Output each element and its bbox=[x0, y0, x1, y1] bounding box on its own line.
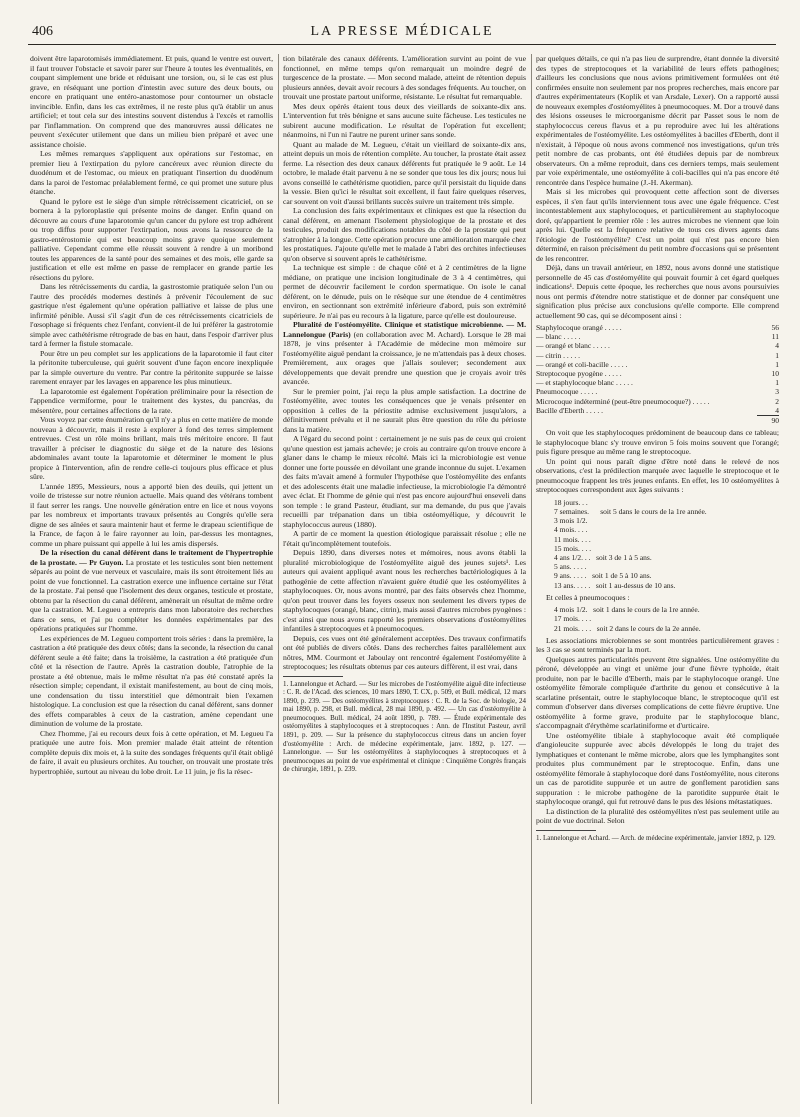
table-row-label: Microcoque indéterminé (peut-être pneumocoque?) . . . . . bbox=[536, 396, 710, 406]
statistics-table bbox=[536, 323, 779, 425]
paragraph: Les expériences de M. Legueu comportent trois séries : dans la première, la castration a été pratiquée des deux côtés; dans la seconde, la résection du canal déférent seule a été faite; dans la troisième, la castration a été pratiquée d'un côté et la résection de l'autre. Après la castration double, l'atrophie de la prostate a été obtenue, mais le même résultat n'a pas été constaté après la résection simple; cependant, il existait manifestement, au bout de cinq mois, une condensation du tissu interstitiel que démontrait bien l'examen histologique. La conclusion est que la résection du canal déférent, sans donner des effets comparables à ceux de la castration, amène cependant une diminution de volume de la prostate. bbox=[30, 633, 273, 728]
age-line: 15 mois. . . . bbox=[554, 543, 592, 553]
table-row-value: 3 bbox=[775, 387, 779, 397]
paragraph: La technique est simple : de chaque côté et à 2 centimètres de la ligne médiane, on pratique une incision longitudinale de 3 à 4 centimètres, qui permet de découvrir facilement le cordon spermatique. On isole le canal déférent, on le dénude, puis on le résèque sur une étendue de 4 centimètres environ, en sectionnant son extrémité inférieure d'abord, puis son extrémité supérieure. Je n'ai pas eu recours à la ligature, parce qu'elle est douloureuse. bbox=[283, 263, 526, 320]
table-row bbox=[536, 323, 779, 332]
table-row bbox=[536, 341, 779, 350]
column-2 bbox=[283, 54, 526, 1112]
paragraph: Vous voyez par cette énumération qu'il n'y a plus en cette matière de monde nouveau à découvrir, mais il reste à explorer à fond des terres simplement entrevues. C'est un rôle moins brillant, mais très méritoire encore. Il faut travailler à préciser le diagnostic du siège et de la nature des lésions abdominales avant toute la laparotomie et déterminer le moment le plus propice à l'intervention, afin de rendre celle-ci toujours plus efficace et plus sûre. bbox=[30, 415, 273, 481]
age-line: 21 mois. . . . soit 2 dans le cours de la 2e année. bbox=[554, 623, 701, 633]
paragraph: Les mêmes remarques s'appliquent aux opérations sur l'estomac, en premier lieu à l'extirpation du pylore cancéreux avec réunion directe du duodénum et de l'estomac, ou mieux en pratiquant l'insertion du duodénum dans la paroi de l'estomac préalablement fermé, ce qui promet une suture plus étanche. bbox=[30, 149, 273, 196]
paragraph: Quelques autres particularités peuvent être signalées. Une ostéomyélite du péroné, développée au vingt et unième jour d'une fièvre typhoïde, était produite, non par le bacille d'Eberth, mais par le staphylocoque orangé. Une ostéomyélite fémorale compliquée d'arthrite du genou et consécutive à la scarlatine présentait, outre le staphylocoque blanc, le streptocoque qu'il est commun d'observer dans diverses complications de cette fièvre éruptive. Une ostéomyélite à forme grave, produite par le staphylocoque blanc, s'accompagnait d'érythème scarlatiniforme et d'urticaire. bbox=[536, 654, 779, 731]
age-line: 9 ans. . . . . soit 1 de 5 à 10 ans. bbox=[554, 571, 652, 581]
age-line: 4 ans 1/2. . . soit 3 de 1 à 5 ans. bbox=[554, 552, 652, 562]
table-row-label: — et staphylocoque blanc . . . . . bbox=[536, 378, 633, 388]
table-row bbox=[536, 369, 779, 378]
paragraph: L'année 1895, Messieurs, nous a apporté bien des deuils, qui jettent un voile de tristesse sur notre réunion actuelle. Mais quand des vétérans tombent il faut serrer les rangs. Une nouvelle génération entre en lice et nous voyons par les nombreux et importants travaux présentés au Congrès qu'elle sera digne de ses aînées et saura maintenir haut et ferme le drapeau scientifique de la France, de façon à le faire rayonner au loin, par-dessus les montagnes, comme un phare puissant qui appelle à lui les amis dispersés. bbox=[30, 481, 273, 548]
age-line: 18 jours. . . bbox=[554, 497, 588, 507]
paragraph: La prostate et les testicules sont bien nettement séparés au point de vue nerveux et vasculaire, mais ils sont étroitement liés au point de vue fonctionnel. La castration exerce une influence certaine sur l'état de la prostate. J'ai pensé que l'isolement des deux organes, testicule et prostate, obtenu par la résection du canal déférent, amènerait un résultat de même ordre que la castration. M. Legueu a entrepris dans mon laboratoire des recherches dans ce sens, et j'ai pu compléter les données expérimentales par des opérations pratiquées sur l'homme. bbox=[30, 557, 273, 633]
paragraph: Une ostéomyélite tibiale à staphylocoque avait été compliquée d'angioleucite suppurée avec abcès développés le long du trajet des lymphatiques et contenant le même microbe, alors que les lymphangites sont produites plus communément par le streptocoque. Enfin, dans une ostéomyélite fémorale à staphylocoque doré dans l'ostéomyélite, nous citerons un cas de parotidite suppurée et un autre de gonflement parotidien sans suppuration : le microbe pathogène de la parotidite suppurée était le staphylocoque orangé, qui fut retrouvé dans le pus des lésions métastatiques. bbox=[536, 730, 779, 807]
section-title: De la résection du canal déférent dans le traitement de l'hypertrophie de la prostate. — bbox=[30, 548, 273, 567]
table-row-value: 10 bbox=[771, 369, 779, 379]
column-3 bbox=[536, 54, 779, 1112]
table-row-value: 2 bbox=[775, 396, 779, 406]
table-row-label: — blanc . . . . . bbox=[536, 332, 581, 342]
table-row bbox=[536, 351, 779, 360]
footnote: 1. Lannelongue et Achard. — Arch. de médecine expérimentale, janvier 1892, p. 129. bbox=[536, 833, 776, 842]
age-line: 4 mois 1/2. soit 1 dans le cours de la 1re année. bbox=[554, 605, 700, 615]
table-row-value: 1 bbox=[775, 359, 779, 369]
column-divider bbox=[278, 54, 279, 1104]
paragraph: (en collaboration avec M. Achard). Lorsque le 28 mai 1878, je vins présenter à l'Académie de médecine mon mémoire sur l'ostéomyélite aiguë pendant la croissance, je ne m'attendais pas à deux choses. Premièrement, aux orages que j'allais soulever; secondement aux développements que devait prendre une question que je croyais avoir très avancée. bbox=[283, 329, 526, 386]
paragraph: A l'égard du second point : certainement je ne suis pas de ceux qui croient qu'une question est jamais achevée; je crois au contraire qu'on trouve encore à glaner dans le champ le mieux récolté. Mais ici la microbiologie est venue donner une forte poussée en dévoilant une grande inconnue du sujet. L'examen des faits m'avait amené à formuler l'hypothèse que l'ostéomyélite des enfants et des adolescents était une maladie infectieuse, la microbiologie l'a démontré avec éclat. Et l'homme de génie qui n'est pas encore aujourd'hui enseveli dans son temple : le grand Pasteur, étudiant, sur ma demande, du pus que j'avais recueilli par trépanation dans un tibia ostéomyélique, y découvrit le staphylococcus aureus (1880). bbox=[283, 434, 526, 529]
age-line: 5 ans. . . . . bbox=[554, 562, 587, 572]
ages-streptocoques-list bbox=[554, 498, 779, 590]
section-heading bbox=[283, 320, 526, 387]
table-row-label: — orangé et blanc . . . . . bbox=[536, 341, 610, 351]
column-1 bbox=[30, 54, 273, 1112]
paragraph: Depuis 1890, dans diverses notes et mémoires, nous avons établi la pluralité microbiologique de l'ostéomyélite aiguë des jeunes sujets¹. Les auteurs qui avaient appliqué avant nous les recherches bactériologiques à la pathogénie de cette affection n'avaient guère étudié que les ostéomyélites à staphylocoques. Or, nous avons montré, par des faits observés chez l'homme, qu'on peut trouver dans les foyers osseux non seulement les divers types de staphylocoques (orangé, blanc, citrin), mais aussi d'autres microbes pyogènes : c'est ainsi que nous avons rapporté les premiers observations d'ostéomyélites infantiles à streptocoques et à pneumocoques. bbox=[283, 548, 526, 633]
table-row-value: 1 bbox=[775, 378, 779, 388]
age-line: 17 mois. . . . bbox=[554, 614, 592, 624]
paragraph: Et celles à pneumocoques : bbox=[546, 592, 630, 602]
paragraph: Mes deux opérés étaient tous deux des vieillards de soixante-dix ans. L'intervention fut très bénigne et sans aucune suite fâcheuse. Les testicules ne subirent aucune modification. Le résultat de l'opération fut excellent; néanmoins, ni l'un ni l'autre ne purent uriner sans sonde. bbox=[283, 101, 526, 139]
age-line: 4 mois. . . . bbox=[554, 525, 588, 535]
table-row-label: Bacille d'Eberth . . . . . bbox=[536, 405, 603, 415]
ages-pneumocoques-list bbox=[554, 605, 779, 633]
table-row-value: 56 bbox=[771, 323, 779, 332]
paragraph: Déjà, dans un travail antérieur, en 1892, nous avons donné une statistique personnelle de 45 cas d'ostéomyélite qui pouvait fournir à cet égard quelques indications¹. Depuis cette époque, les recherches que nous avons poursuivies nous ont permis d'étendre notre statistique et de donner par conséquent une signification plus précise aux conclusions qu'elle comporte. Elle comprend actuellement 90 cas, qui se décomposent ainsi : bbox=[536, 263, 779, 320]
footnote-rule bbox=[283, 676, 343, 677]
paragraph: par quelques détails, ce qui n'a pas lieu de surprendre, étant donnée la diversité des types de streptocoques et la variabilité de leurs effets pathogènes; d'ailleurs les conclusions que nous avions primitivement formulées ont été confirmées ensuite non seulement par nos propres recherches, mais encore par d'autres expérimentateurs (Koplik et van Arsdale, Lexer). On a rapporté aussi de nouveaux exemples d'ostéomyélites à pneumocoques. M. Dor a trouvé dans des lésions osseuses le microorganisme décrit par Passet sous le nom de staphylococcus cereus flavus et a pu reproduire avec lui les altérations expérimentales de l'ostéomyélite. Les ostéomyélites à bacilles d'Eberth, dont il n'existait, à l'époque où nous avons commencé nos investigations, qu'un très petit nombre de cas probants, ont été étudiées depuis par de nombreux observateurs. On a même reproduit, dans ces derniers temps, mais seulement par voie expérimentale, une ostéomyélite à coli-bacilles qui n'a pas encore été rencontrée dans l'espèce humaine (J.-H. Akerman). bbox=[536, 54, 779, 187]
table-row-label: — orangé et coli-bacille . . . . . bbox=[536, 359, 628, 369]
table-row bbox=[536, 360, 779, 369]
table-row-value: 11 bbox=[771, 332, 779, 342]
paragraph: On voit que les staphylocoques prédominent de beaucoup dans ce tableau; le staphylocoque blanc s'y trouve environ 5 fois moins souvent que l'orangé; puis figure presque au même rang le streptocoque. bbox=[536, 428, 779, 457]
paragraph: Pour être un peu complet sur les applications de la laparotomie il faut citer la péritonite tuberculeuse, qui guérit souvent d'une façon encore inexpliquée par la simple ouverture du ventre. Par contre la péritonite suppurée se laisse rarement enrayer par les lavages en apparence les plus minutieux. bbox=[30, 348, 273, 386]
table-row-label: Pneumocoque . . . . . bbox=[536, 387, 598, 397]
table-row bbox=[536, 406, 779, 416]
table-row bbox=[536, 397, 779, 406]
section-author: M. Lannelongue (Paris) bbox=[283, 320, 526, 339]
table-row-value: 4 bbox=[775, 341, 779, 351]
paragraph: Les associations microbiennes se sont montrées particulièrement graves : les 3 cas se sont terminés par la mort. bbox=[536, 635, 779, 655]
table-row-value: 4 bbox=[775, 405, 779, 415]
section-author: Pr Guyon. bbox=[89, 557, 124, 567]
age-line: 11 mois. . . . bbox=[554, 534, 591, 544]
table-row bbox=[536, 378, 779, 387]
table-row-label: — citrin . . . . . bbox=[536, 350, 580, 360]
paragraph: Mais si les microbes qui provoquent cette affection sont de diverses espèces, il s'en faut qu'ils interviennent tous avec une égale fréquence. C'est incontestablement aux staphylocoques, et particulièrement au staphylocoque doré, qu'appartient le premier rôle : les autres microbes ne viennent que loin après lui. Quelle est la fréquence relative de tous ces divers agents dans l'étiologie de l'ostéomyélite? C'est un point qui n'est pas encore bien déterminé, en raison précisément du petit nombre d'occasions qui se présentent de les rencontrer. bbox=[536, 187, 779, 263]
paragraph: A partir de ce moment la question étiologique paraissait résolue ; elle ne l'était qu'incomplètement toutefois. bbox=[283, 529, 526, 548]
age-line: 13 ans. . . . . soit 1 au-dessus de 10 ans. bbox=[554, 580, 676, 590]
table-row-value: 1 bbox=[775, 350, 779, 360]
paragraph: La laparotomie est également l'opération préliminaire pour la résection de l'appendice vermiforme, pour le traitement des kystes, du pancréas, du mésentère, pour certaines affections de la rate. bbox=[30, 386, 273, 415]
footnote: 1. Lannelongue et Achard. — Sur les microbes de l'ostéomyélite aiguë dite infectieuse : C. R. de l'Acad. des sciences, 10 mars 1890, T. CX, p. 509, et Bull. médical, 12 mars 1890, p. 239. — Des ostéomyélites à streptocoques : C. R. de la Soc. de biologie, 24 mai 1890, p. 298, et Bull. médical, 28 mai 1890, p. 492. — Un cas d'ostéomyélite à pneumocoques. Bull. médical, 24 août 1890, p. 789. — Étude expérimentale des ostéomyélites à staphylocoques et à streptocoques : Ann. de l'Institut Pasteur, avril 1891, p. 209. — Sur la présence du staphylococcus citreus dans un ancien foyer d'ostéomyélite : Arch. de médecine expérimentale, janv. 1892, p. 127. — Lannelongue. — Sur les ostéomyélites à staphylocoques à streptocoques et à pneumocoques au point de vue expérimental et clinique : Cinquième Congrès français de chirurgie, 1891, p. 239. bbox=[283, 679, 526, 774]
age-line: 3 mois 1/2. bbox=[554, 516, 588, 526]
page-number: 406 bbox=[32, 24, 53, 39]
page-header bbox=[28, 18, 776, 45]
footnote-rule bbox=[536, 830, 596, 831]
paragraph: Depuis, ces vues ont été généralement acceptées. Des travaux confirmatifs ont été publiés de divers côtés. Dans des recherches faites parallèlement aux nôtres, MM. Courmont et Jaboulay ont rencontré également l'ostéomyélite à streptocoques; les résultats obtenus par ces auteurs diffèrent, il est vrai, dans bbox=[283, 633, 526, 671]
paragraph: Sur le premier point, j'ai reçu la plus ample satisfaction. La doctrine de l'ostéomyélite, avec toutes les conséquences que je venais présenter en opposition à celles de la périostite admise exclusivement jusqu'alors, a définitivement prévalu et il ne saurait plus être question du rôle du périoste dans la matière. bbox=[283, 386, 526, 434]
paragraph: doivent être laparotomisés immédiatement. Et puis, quand le ventre est ouvert, il faut trouver l'obstacle et savoir parer sur l'heure à toutes les éventualités, en coupant simplement une bride et réduisant une torsion, ou, si le cas est plus grave, en réséquant une portion d'intestin avec suture des deux bouts, ou encore en pratiquant une entéro-anastomose pour contourner un obstacle invincible. Enfin, dans les cas extrêmes, il ne reste plus qu'à établir un anus artificiel; et tout cela sur des intestins souvent distendus à l'excès et ramollis par l'inflammation. On comprend que des manœuvres aussi délicates ne peuvent s'exécuter utilement que dans un milieu bien préparé et avec une assistance choisie. bbox=[30, 54, 273, 149]
paragraph: tion bilatérale des canaux déférents. L'amélioration survint au point de vue fonctionnel, en même temps qu'on remarquait un moindre degré de turgescence de la prostate. — Mon second malade, atteint de rétention depuis plusieurs années, devait avoir recours à des sondages fréquents. Au toucher, on trouvait une prostate partout uniforme, résistante. Le résultat fut remarquable. bbox=[283, 54, 526, 101]
column-divider bbox=[531, 54, 532, 1104]
age-line: 7 semaines. soit 5 dans le cours de la 1re année. bbox=[554, 506, 707, 516]
paragraph: Quand le pylore est le siège d'un simple rétrécissement cicatriciel, on se bornera à la pyloroplastie qui présente moins de danger. Enfin quand on découvre au cours d'une laparotomie qu'un cancer du pylore est trop adhérent ou trop diffus pour supporter l'extirpation, nous avons la ressource de la gastro-entérostomie qui est beaucoup moins grave quoique seulement palliative. Cependant comme elle réussit souvent à rendre à un moribond toutes les apparences de la santé pour des semaines et des mois, elle garde sa justification et elle est même en passe de remplacer en grande partie les résections du pylore. bbox=[30, 196, 273, 282]
table-row-label: Staphylocoque orangé . . . . . bbox=[536, 323, 622, 332]
paragraph: La conclusion des faits expérimentaux et cliniques est que la résection du canal déférent, en amenant l'isolement physiologique de la prostate et des testicules, produit des modifications notables du côté de la prostate qui peut s'atrophier à la longue. Cette opération procure une amélioration marquée chez les prostatiques. J'ajoute qu'elle met le malade à l'abri des orchites infectieuses qu'on observe si souvent après le cathétérisme. bbox=[283, 206, 526, 263]
table-row bbox=[536, 387, 779, 396]
paragraph: Un point qui nous paraît digne d'être noté dans le relevé de nos observations, c'est la prédilection marquée avec laquelle le streptocoque et le pneumocoque frappent les très jeunes enfants. En effet, les 10 ostéomyélites à streptocoques correspondent aux âges suivants : bbox=[536, 456, 779, 495]
paragraph: Chez l'homme, j'ai eu recours deux fois à cette opération, et M. Legueu l'a pratiquée une autre fois. Mon premier malade était atteint de rétention complète depuis dix mois et, à la suite des sondages fréquents qu'il était obligé de faire, il avait eu plusieurs orchites. Au toucher, on trouvait une prostate très hypertrophiée, surtout au niveau du lobe droit. Le 11 juin, je fis la résec- bbox=[30, 728, 273, 776]
journal-title: LA PRESSE MÉDICALE bbox=[310, 24, 494, 39]
paragraph: Dans les rétrécissements du cardia, la gastrostomie pratiquée selon l'un ou l'autre des procédés modernes destinés à prévenir l'écoulement de suc gastrique n'est également qu'une opération palliative et laisse de plus une infirmité pénible. Aussi s'il s'agit d'un de ces rétrécissements cicatriciels de l'œsophage si fréquents chez l'enfant, convient-il de lui préférer la gastrotomie simple avec cathétérisme rétrograde de bas en haut, dans l'espoir d'arriver plus tard à fermer la fistule stomacale. bbox=[30, 282, 273, 348]
section-heading bbox=[30, 548, 273, 634]
paragraph: La distinction de la pluralité des ostéomyélites n'est pas seulement utile au point de vue doctrinal. Selon bbox=[536, 806, 779, 826]
table-row-label: Streptocoque pyogène . . . . . bbox=[536, 369, 622, 379]
section-title: Pluralité de l'ostéomyélite. Clinique et statistique microbienne. — bbox=[293, 320, 515, 329]
table-row bbox=[536, 332, 779, 341]
table-total: 90 bbox=[757, 416, 779, 426]
paragraph: Quant au malade de M. Legueu, c'était un vieillard de soixante-dix ans, atteint depuis un mois de rétention complète. Au toucher, la prostate était assez ferme. La résection des deux canaux déférents fut pratiquée le 9 août. Le 14 octobre, le malade était parvenu à ne se sonder que tous les dix jours; nous lui avons conseillé le cathétérisme quotidien, parce qu'il persistait du liquide dans la vessie. Bien qu'ici le résultat soit excellent, il faut faire quelques réserves, car souvent on voit d'aussi brillants succès suivre un traitement très simple. bbox=[283, 139, 526, 206]
